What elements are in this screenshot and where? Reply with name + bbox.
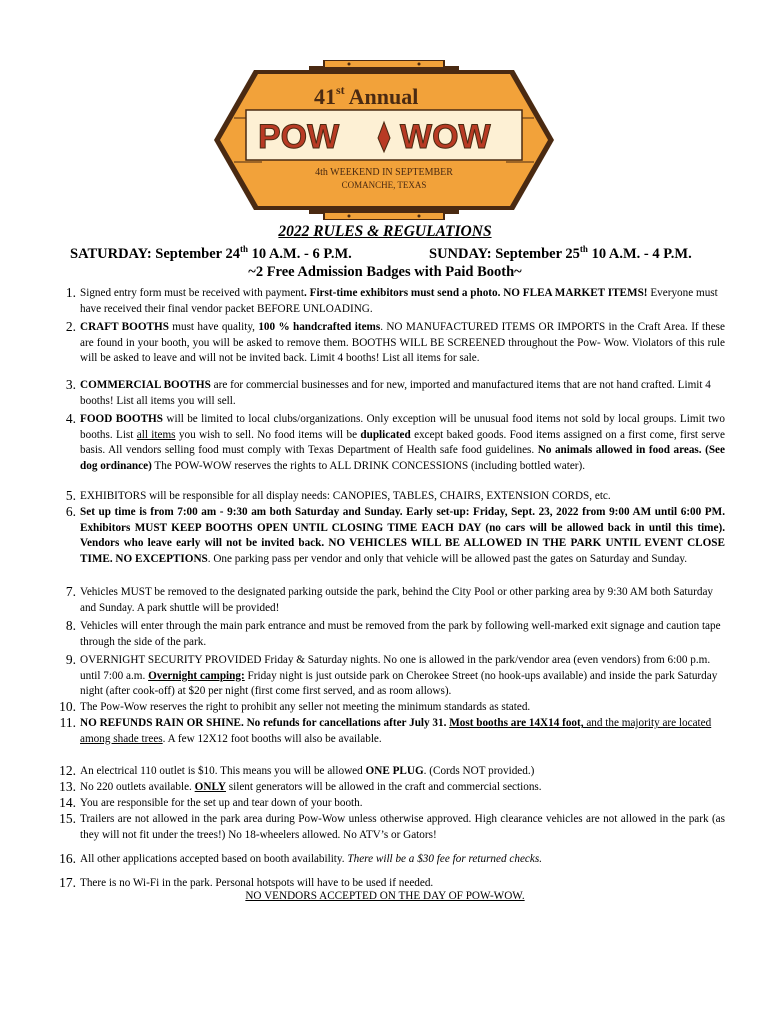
rule-text: except baked goods. Food items assigned on a first come, first serve basis. All vendors selling food must comply with Texas Department of Health safe food guidelines.	[80, 428, 725, 457]
rule-item	[65, 285, 725, 317]
page-title: 2022 RULES & REGULATIONS	[278, 223, 492, 240]
rule-number: 9.	[65, 652, 76, 667]
rule-item	[59, 811, 725, 843]
svg-text:41stAnnual	[314, 83, 418, 109]
rule-text: Trailers are not allowed in the park area during Pow-Wow unless otherwise approved. High clearance vehicles are not allowed in the park (as they will not fit under the trees!) No 18-wheelers allowed. No ATV’s or Gators!	[80, 813, 725, 841]
rule-item	[59, 763, 725, 780]
rule-item	[65, 377, 725, 409]
rule-number: 1.	[65, 285, 76, 300]
rule-text: The Pow-Wow reserves the right to prohibit any seller not meeting the minimum standards as stated.	[80, 701, 531, 713]
rule-text: The POW-WOW reserves the rights to ALL DRINK CONCESSIONS (including bottled water).	[151, 459, 586, 472]
logo-edition-suffix: st	[336, 83, 345, 97]
rule-item	[59, 715, 725, 747]
sunday-date: SUNDAY: September 25th 10 A.M. - 4 P.M.	[429, 244, 692, 262]
rule-text: There will be a $30 fee for returned checks.	[347, 853, 542, 865]
rule-text: you wish to sell. No food items will be	[175, 428, 361, 441]
rule-text: Signed entry form must be received with payment	[80, 287, 305, 299]
rule-text: . (Cords NOT provided.)	[423, 765, 535, 777]
rule-number: 15.	[59, 811, 76, 826]
rule-number: 14.	[59, 795, 76, 810]
rule-number: 3.	[65, 377, 76, 392]
rule-text: will be limited to local clubs/organizations. Only exception will be unusual food items not sold by local groups. Limit two booths. List	[80, 413, 725, 441]
saturday-date: SATURDAY: September 24th 10 A.M. - 6 P.M.	[70, 244, 352, 262]
rule-text: Set up time is from 7:00 am - 9:30 am both Saturday and Sunday. Early set-up: Friday, Sept. 23, 2022 from 9:00 AM until 6:00 PM. Exhibitors MUST KEEP BOOTHS OPEN UNTIL CLOSING TIME EACH DAY (no cars will be allowed back in until this time). Vendors who leave early will not be invited back. NO VEHICLES WILL BE ALLOWED IN THE PARK UNTIL EVENT CLOSE TIME. NO EXCEPTIONS	[80, 506, 725, 565]
rule-text: Everyone must have received their final vendor packet BEFORE UNLOADING.	[80, 287, 718, 315]
rule-text: duplicated	[360, 428, 411, 441]
rule-text: There is no Wi-Fi in the park. Personal hotspots will have to be used if needed.	[80, 877, 434, 889]
rule-text: All other applications accepted based on booth availability.	[80, 853, 348, 865]
rule-text: No 220 outlets available.	[80, 781, 195, 793]
logo-edition-number: 41	[314, 84, 336, 109]
rule-number: 7.	[65, 584, 76, 599]
rule-text: No animals allowed in food areas. (See dog ordinance)	[80, 444, 725, 472]
rule-text: Vehicles MUST be removed to the designated parking outside the park, behind the City Pool or other parking area by 9:30 AM both Saturday and Sunday. A park shuttle will be provided!	[80, 586, 714, 614]
pow-wow-logo	[214, 60, 554, 220]
rule-number: 4.	[65, 411, 76, 426]
rule-number: 17.	[59, 875, 76, 890]
rule-item	[65, 504, 725, 567]
rule-item	[65, 488, 725, 505]
rule-text: 100 % handcrafted items	[258, 321, 381, 333]
rule-number: 2.	[65, 319, 76, 334]
badges-note: ~2 Free Admission Badges with Paid Booth~	[248, 264, 522, 280]
rule-text: . First-time exhibitors must send a photo. NO FLEA MARKET ITEMS!	[304, 287, 648, 299]
rule-text: EXHIBITORS will be responsible for all display needs: CANOPIES, TABLES, CHAIRS, EXTENSION CORDS, etc.	[80, 490, 611, 502]
logo-title-left: POW	[258, 118, 340, 156]
rule-text: Vehicles will enter through the main park entrance and must be removed from the park by following well-marked exit signage and caution tape through the side of the park.	[80, 620, 721, 648]
rule-text: all items	[136, 428, 176, 441]
logo-subtitle: 4th WEEKEND IN SEPTEMBER	[315, 167, 453, 178]
rule-item	[65, 652, 725, 700]
rule-number: 6.	[65, 504, 76, 519]
rule-text: ONE PLUG	[365, 765, 424, 777]
logo-title-right: WOW	[400, 118, 491, 156]
rule-text: You are responsible for the set up and tear down of your booth.	[80, 797, 363, 809]
rule-text: An electrical 110 outlet is $10. This means you will be allowed	[80, 765, 366, 777]
rule-item	[59, 699, 725, 716]
rule-text: Most booths are 14X14 foot,	[449, 717, 584, 729]
rule-text: and the majority are located among shade trees	[80, 717, 712, 745]
rule-text: are for commercial businesses and for new, imported and manufactured items that are not hand crafted. Limit 4 booths! List all items you will sell.	[80, 379, 711, 407]
rule-number: 10.	[59, 699, 76, 714]
rule-text: CRAFT BOOTHS	[80, 321, 169, 333]
rule-number: 12.	[59, 763, 76, 778]
rule-text: NO REFUNDS RAIN OR SHINE. No refunds for cancellations after July 31.	[80, 717, 450, 729]
rule-text: Overnight camping:	[148, 669, 245, 682]
rule-text: ONLY	[194, 781, 226, 793]
rule-number: 16.	[59, 851, 76, 866]
rule-number: 11.	[59, 715, 76, 730]
rule-text: must have quality,	[168, 321, 259, 333]
rule-number: 8.	[65, 618, 76, 633]
rule-text: . A few 12X12 foot booths will also be available.	[162, 732, 382, 745]
closing-note: NO VENDORS ACCEPTED ON THE DAY OF POW-WOW.	[245, 890, 525, 902]
rule-text: . One parking pass per vendor and only that vehicle will be allowed past the gates on Saturday and Sunday.	[207, 552, 688, 565]
rule-item	[65, 411, 725, 474]
rule-text: silent generators will be allowed in the craft and commercial sections.	[225, 781, 542, 793]
event-dates	[70, 244, 692, 263]
logo-edition-word: Annual	[348, 84, 419, 109]
rule-item	[65, 584, 725, 616]
rule-item	[65, 618, 725, 650]
rule-text: FOOD BOOTHS	[80, 413, 163, 425]
logo-location: COMANCHE, TEXAS	[341, 180, 427, 190]
rule-number: 5.	[65, 488, 76, 503]
rule-text: COMMERCIAL BOOTHS	[80, 379, 211, 391]
rule-item	[65, 319, 725, 367]
rule-item	[59, 795, 725, 812]
rule-text: . NO MANUFACTURED ITEMS OR IMPORTS in the Craft Area. If these are found in your booth, you will be asked to remove them. BOOTHS WILL BE SCREENED throughout the Pow- Wow. Violators of this rule will be asked to leave and will not be invited back. Limit 4 booths! List all items for sale.	[80, 321, 725, 365]
rule-text: Friday night is just outside park on Cherokee Street (no hook-ups available) and inside the park Saturday night (after cook-off) at $20 per night (first come first served, and as room allows).	[80, 669, 718, 698]
rule-text: OVERNIGHT SECURITY PROVIDED Friday & Saturday nights. No one is allowed in the park/vendor area (even vendors) from 6:00 p.m. until 7:00 a.m.	[80, 654, 711, 682]
rule-item	[59, 851, 725, 868]
rule-item	[59, 779, 725, 796]
rule-number: 13.	[59, 779, 76, 794]
